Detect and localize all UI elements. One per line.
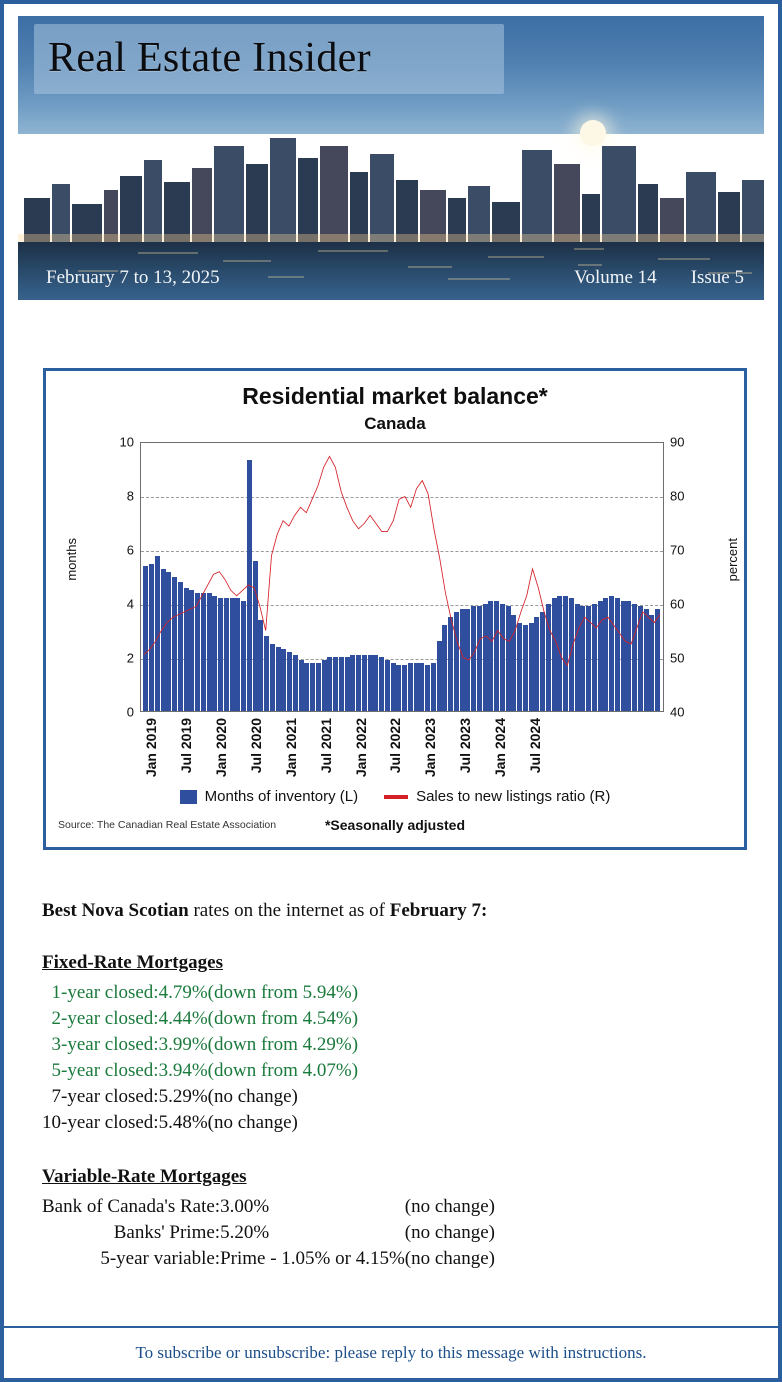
fixed-rate-table	[42, 980, 358, 1136]
variable-rate-value: 3.00%	[220, 1196, 270, 1217]
y-tick-left: 2	[126, 650, 134, 666]
chart-title: Residential market balance*	[242, 383, 548, 409]
fixed-rate-note: (no change)	[207, 1112, 298, 1133]
chart-legend	[46, 788, 744, 805]
fixed-rate-label: 5-year closed:	[51, 1060, 159, 1081]
x-tick-label: Jan 2020	[212, 718, 229, 778]
y-tick-left: 10	[119, 434, 134, 450]
fixed-rate-value: 4.79%	[158, 982, 208, 1003]
y-tick-left: 8	[126, 488, 134, 504]
fixed-rate-value: 5.29%	[158, 1086, 208, 1107]
y-tick-right: 80	[670, 488, 685, 504]
market-balance-chart	[43, 368, 747, 850]
y-tick-right: 60	[670, 596, 685, 612]
y-axis-label-right: percent	[725, 538, 740, 582]
variable-rate-note: (no change)	[404, 1196, 495, 1217]
legend-item-ratio	[384, 788, 610, 805]
fixed-rate-row	[42, 1110, 358, 1136]
x-tick-label: Jul 2021	[317, 718, 334, 774]
rates-intro-mid: rates on the internet as of	[188, 900, 390, 921]
y-tick-right: 40	[670, 704, 685, 720]
fixed-rate-label: 1-year closed:	[51, 982, 159, 1003]
x-tick-label: Jan 2019	[142, 718, 159, 778]
fixed-rate-heading: Fixed-Rate Mortgages	[42, 952, 223, 973]
y-tick-left: 4	[126, 596, 134, 612]
y-tick-right: 50	[670, 650, 685, 666]
variable-rate-label: Banks' Prime:	[113, 1222, 221, 1243]
variable-rate-label: Bank of Canada's Rate:	[42, 1196, 221, 1217]
x-tick-label: Jan 2022	[352, 718, 369, 778]
legend-item-inventory	[180, 788, 358, 805]
fixed-rate-value: 3.99%	[158, 1034, 208, 1055]
variable-rate-value: Prime - 1.05% or 4.15%	[220, 1248, 405, 1269]
city-skyline	[18, 112, 764, 242]
variable-rate-label: 5-year variable:	[100, 1248, 221, 1269]
variable-rate-row	[42, 1220, 495, 1246]
variable-rate-value: 5.20%	[220, 1222, 270, 1243]
fixed-rate-value: 4.44%	[158, 1008, 208, 1029]
x-tick-label: Jan 2023	[422, 718, 439, 778]
subscribe-footer-text: To subscribe or unsubscribe: please reply to this message with instructions.	[135, 1343, 647, 1362]
chart-plot-box	[140, 442, 664, 712]
x-tick-label: Jul 2019	[177, 718, 194, 774]
x-tick-label: Jul 2020	[247, 718, 264, 774]
fixed-rate-note: (down from 4.29%)	[207, 1034, 359, 1055]
fixed-rate-label: 2-year closed:	[51, 1008, 159, 1029]
x-tick-label: Jul 2023	[457, 718, 474, 774]
y-axis-label-left: months	[64, 538, 79, 581]
chart-plot-area	[64, 434, 740, 720]
y-tick-right: 90	[670, 434, 685, 450]
fixed-rate-row	[42, 1084, 358, 1110]
fixed-rate-note: (down from 4.07%)	[207, 1060, 359, 1081]
fixed-rate-note: (down from 4.54%)	[207, 1008, 359, 1029]
x-tick-label: Jul 2024	[527, 718, 544, 774]
masthead	[18, 16, 764, 300]
legend-swatch-line-icon	[384, 795, 408, 799]
issue-bar	[18, 256, 764, 300]
rates-intro-bold-2: February 7:	[389, 900, 488, 921]
subscribe-footer	[4, 1326, 778, 1378]
legend-label-inventory: Months of inventory (L)	[204, 788, 359, 805]
fixed-rate-value: 5.48%	[158, 1112, 208, 1133]
x-tick-label: Jul 2022	[387, 718, 404, 774]
issue-number: Issue 5	[690, 267, 744, 288]
legend-label-ratio: Sales to new listings ratio (R)	[416, 788, 611, 805]
fixed-rate-row	[42, 1032, 358, 1058]
fixed-rate-row	[42, 980, 358, 1006]
x-tick-label: Jan 2021	[282, 718, 299, 778]
issue-volume: Volume 14	[574, 267, 657, 288]
chart-source: Source: The Canadian Real Estate Association	[58, 819, 277, 831]
variable-rate-row	[42, 1246, 495, 1272]
x-axis-ticks	[140, 718, 664, 782]
y-tick-left: 6	[126, 542, 134, 558]
chart-footer	[46, 817, 744, 839]
fixed-rate-label: 3-year closed:	[51, 1034, 159, 1055]
issue-date-range: February 7 to 13, 2025	[46, 267, 220, 288]
fixed-rate-label: 7-year closed:	[51, 1086, 159, 1107]
fixed-rate-note: (down from 5.94%)	[207, 982, 359, 1003]
rates-intro-bold-1: Best Nova Scotian	[42, 900, 189, 921]
chart-line-series	[141, 443, 663, 711]
fixed-rate-row	[42, 1006, 358, 1032]
page-title: Real Estate Insider	[48, 35, 371, 81]
variable-rate-note: (no change)	[404, 1248, 495, 1269]
y-tick-left: 0	[126, 704, 134, 720]
rates-section	[4, 900, 778, 1272]
variable-rate-table	[42, 1194, 495, 1272]
variable-rate-row	[42, 1194, 495, 1220]
chart-subtitle: Canada	[364, 414, 426, 433]
legend-swatch-bar-icon	[180, 790, 197, 804]
fixed-rate-note: (no change)	[207, 1086, 298, 1107]
variable-rate-heading: Variable-Rate Mortgages	[42, 1166, 247, 1187]
fixed-rate-row	[42, 1058, 358, 1084]
chart-footnote: *Seasonally adjusted	[324, 817, 466, 833]
variable-rate-note: (no change)	[404, 1222, 495, 1243]
fixed-rate-label: 10-year closed:	[42, 1112, 159, 1133]
rates-intro	[42, 900, 778, 922]
y-tick-right: 70	[670, 542, 685, 558]
x-tick-label: Jan 2024	[492, 718, 509, 778]
fixed-rate-value: 3.94%	[158, 1060, 208, 1081]
